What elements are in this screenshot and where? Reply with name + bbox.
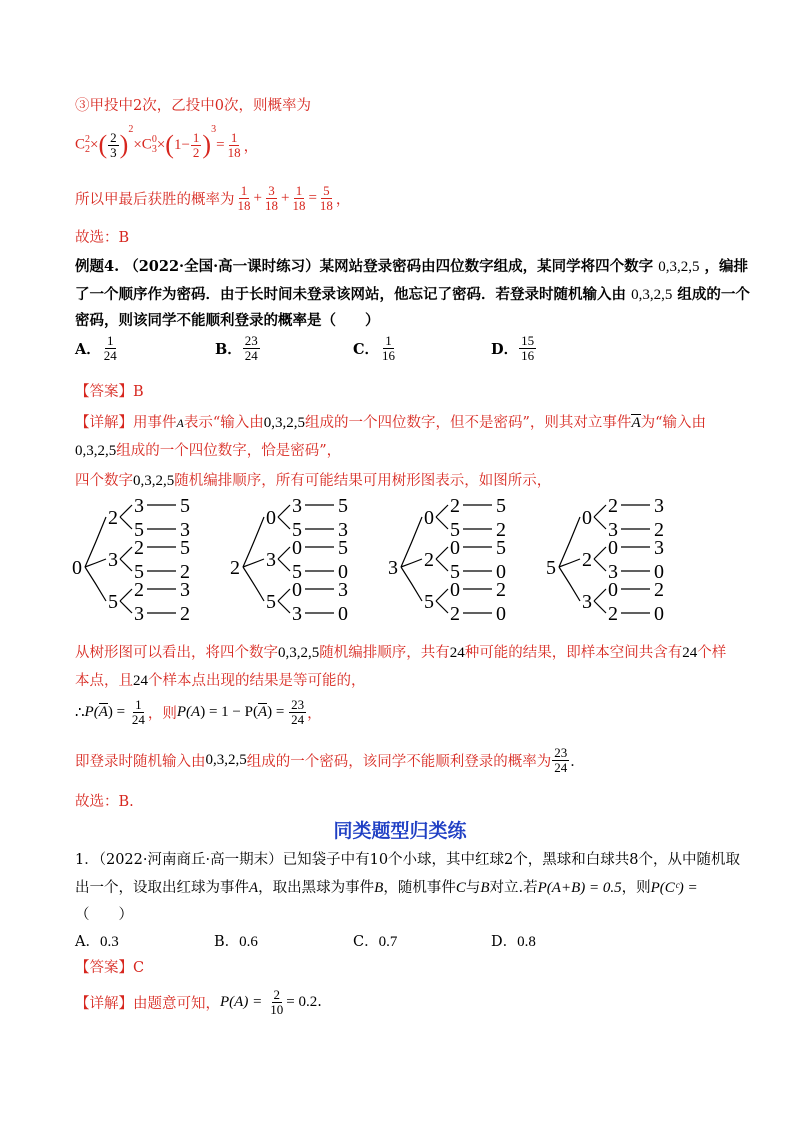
q1-option-c: C．0.7: [353, 934, 398, 950]
tree-leaf-node: 3: [134, 603, 144, 625]
tree-leaf-node: 3: [292, 603, 302, 625]
tree-leaf-node: 3: [608, 519, 618, 541]
tree-edge: [278, 517, 290, 529]
tree-leaf-node: 0: [496, 603, 506, 625]
q1-answer: 【答案】C: [75, 960, 145, 976]
tree-branch-node: 0: [424, 507, 434, 529]
tree-leaf-node: 3: [180, 579, 190, 601]
tree-leaf-node: 3: [654, 495, 664, 517]
tree-leaf-node: 2: [134, 537, 144, 559]
tree-leaf-node: 2: [450, 603, 460, 625]
option-d: D． $\frac{15}{16}$: [491, 333, 535, 363]
answer-value: B: [133, 384, 144, 400]
tree-leaf-node: 3: [134, 495, 144, 517]
tree-leaf-node: 0: [450, 579, 460, 601]
tree-leaf-node: 0: [654, 603, 664, 625]
tree-edge: [559, 517, 580, 567]
tree-2: [230, 495, 348, 625]
tree-leaf-node: 2: [496, 579, 506, 601]
tree-edge: [120, 517, 132, 529]
tree-5: [546, 495, 664, 625]
tree-leaf-node: 3: [338, 579, 348, 601]
tree-leaf-node: 5: [450, 561, 460, 583]
tree-branch-node: 5: [266, 591, 276, 613]
fraction-a: $\frac{1}{18}$: [237, 182, 251, 213]
tree-edge: [436, 589, 448, 601]
tree-edge: [278, 547, 290, 559]
q1-detail: 【详解】 由题意可知， P(A) = $\frac{2}{10}$ = 0.2 .: [75, 986, 322, 1017]
tree-edge: [436, 601, 448, 613]
fraction-b: $\frac{3}{18}$: [264, 182, 278, 213]
tree-branch-node: 0: [266, 507, 276, 529]
option-c: C． $\frac{1}{16}$: [353, 333, 396, 363]
tree-edge: [436, 547, 448, 559]
tree-leaf-node: 5: [180, 495, 190, 517]
tree-edge: [594, 601, 606, 613]
tree-0: [72, 495, 190, 625]
detail-line-5: 本点，且24个样本点出现的结果是等可能的，: [75, 673, 366, 689]
tree-leaf-node: 2: [608, 603, 618, 625]
tree-root-node: 5: [546, 557, 556, 579]
tree-edge: [243, 567, 264, 601]
tree-leaf-node: 5: [292, 561, 302, 583]
tree-leaf-node: 5: [338, 537, 348, 559]
tree-edge: [594, 517, 606, 529]
detail-line-2: 0,3,2,5组成的一个四位数字，恰是密码”，: [75, 443, 342, 459]
q1-option-b: B．0.6: [214, 934, 258, 950]
tree-leaf-node: 0: [450, 537, 460, 559]
tree-edge: [594, 505, 606, 517]
detail-line-3: 四个数字0,3,2,5随机编排顺序，所有可能结果可用树形图表示，如图所示，: [75, 473, 552, 489]
tree-edge: [120, 559, 132, 571]
tree-leaf-node: 0: [608, 579, 618, 601]
tree-leaf-node: 2: [496, 519, 506, 541]
detail-line-4: 从树形图可以看出，将四个数字0,3,2,5随机编排顺序，共有24种可能的结果，即样本空间共含有24个样: [75, 645, 727, 661]
case3-line: ③甲投中2次，乙投中0次，则概率为: [75, 98, 311, 114]
tree-edge: [594, 589, 606, 601]
tree-leaf-node: 0: [608, 537, 618, 559]
tree-edge: [85, 517, 106, 567]
tree-edge: [85, 567, 106, 601]
tree-root-node: 2: [230, 557, 240, 579]
q1-option-d: D．0.8: [491, 934, 536, 950]
tree-leaf-node: 5: [450, 519, 460, 541]
final-probability-line: 所以甲最后获胜的概率为 $\frac{1}{18}$ + $\frac{3}{18}$ + $\frac{1}{18}$ = $\frac{5}{18}$ ，: [75, 182, 351, 213]
comb-2: C 0 3: [141, 134, 157, 155]
tree-leaf-node: 5: [180, 537, 190, 559]
tree-edge: [594, 547, 606, 559]
tree-branch-node: 5: [424, 591, 434, 613]
detail-line-6: ∴ P( A ) = $\frac{1}{24}$ ，则 P( A ) = 1 − P( A ) = $\frac{23}{24}$ ，: [75, 696, 322, 727]
fraction-2-3: $\frac{2}{3}$: [110, 129, 117, 160]
tree-leaf-node: 3: [180, 519, 190, 541]
tree-3: [388, 495, 506, 625]
tree-leaf-node: 5: [496, 537, 506, 559]
fraction-1-18: $\frac{1}{18}$: [227, 129, 241, 160]
tree-branch-node: 2: [108, 507, 118, 529]
tree-branch-node: 5: [108, 591, 118, 613]
comb-1: C 2 2: [75, 134, 91, 155]
tree-branch-node: 2: [582, 549, 592, 571]
tree-leaf-node: 2: [180, 603, 190, 625]
q1-line-2: 出一个，设取出红球为事件A，取出黑球为事件B，随机事件C与B对立.若P(A+B) = 0.5，则P(Cᶜ) =: [75, 880, 698, 896]
example-line-2: 了一个顺序作为密码．由于长时间未登录该网站，他忘记了密码．若登录时随机输入由 0,3,2,5 组成的一个: [75, 286, 750, 303]
tree-leaf-node: 3: [292, 495, 302, 517]
tree-leaf-node: 5: [292, 519, 302, 541]
tree-leaf-node: 3: [654, 537, 664, 559]
tree-leaf-node: 2: [654, 519, 664, 541]
tree-edge: [436, 505, 448, 517]
tree-leaf-node: 2: [608, 495, 618, 517]
option-a: A． $\frac{1}{24}$: [75, 333, 117, 363]
tree-root-node: 0: [72, 557, 82, 579]
section-title: 同类题型归类练: [333, 820, 467, 842]
q1-line-1: 1．（2022·河南商丘·高一期末）已知袋子中有10个小球，其中红球2个，黑球和白球共8个，从中随机取: [75, 852, 740, 868]
tree-edge: [278, 589, 290, 601]
previous-answer: 故选：B: [75, 230, 130, 246]
tree-leaf-node: 5: [338, 495, 348, 517]
tree-edge: [401, 567, 422, 601]
case3-formula: C 2 2 × ( $\frac{2}{3}$ ) $^2$ × C 0 3 × ( 1− $\frac{1}{2}$ ) $^3$ = $\frac{1}{18}$ ，: [75, 124, 259, 160]
tree-root-node: 3: [388, 557, 398, 579]
tree-leaf-node: 5: [496, 495, 506, 517]
tree-edge: [436, 517, 448, 529]
detail-line-7: 即登录时随机输入由 0,3,2,5 组成的一个密码，该同学不能顺利登录的概率为 $\frac{23}{24}$ ．: [75, 744, 585, 775]
q1-line-3: （ ）: [75, 907, 133, 923]
tree-branch-node: 3: [266, 549, 276, 571]
tree-leaf-node: 0: [496, 561, 506, 583]
tree-leaf-node: 3: [608, 561, 618, 583]
answer-label: 【答案】: [75, 384, 133, 400]
fraction-c: $\frac{1}{18}$: [292, 182, 306, 213]
tree-edge: [120, 505, 132, 517]
tree-leaf-node: 0: [654, 561, 664, 583]
tree-edge: [120, 547, 132, 559]
q1-option-a: A．0.3: [75, 934, 119, 950]
fraction-result: $\frac{5}{18}$: [319, 182, 333, 213]
tree-edge: [559, 567, 580, 601]
tree-leaf-node: 0: [292, 579, 302, 601]
tree-leaf-node: 5: [134, 519, 144, 541]
tree-leaf-node: 2: [180, 561, 190, 583]
fraction-1-2: $\frac{1}{2}$: [192, 129, 200, 160]
tree-edge: [243, 517, 264, 567]
answer-line: [75, 380, 144, 401]
option-b: B． $\frac{23}{24}$: [215, 333, 258, 363]
tree-branch-node: 3: [108, 549, 118, 571]
tree-leaf-node: 0: [338, 561, 348, 583]
tree-edge: [278, 559, 290, 571]
detail-conclusion: 故选：B.: [75, 794, 134, 810]
tree-edge: [120, 589, 132, 601]
tree-edge: [120, 601, 132, 613]
tree-leaf-node: 0: [338, 603, 348, 625]
tree-branch-node: 0: [582, 507, 592, 529]
tree-edge: [278, 601, 290, 613]
tree-branch-node: 2: [424, 549, 434, 571]
tree-diagrams: [72, 495, 712, 627]
tree-leaf-node: 2: [654, 579, 664, 601]
tree-leaf-node: 5: [134, 561, 144, 583]
tree-edge: [594, 559, 606, 571]
tree-leaf-node: 0: [292, 537, 302, 559]
example-line-1: 例题4. （2022·全国·高一课时练习）某网站登录密码由四位数字组成，某同学将四个数字 0,3,2,5 ，编排: [75, 258, 749, 275]
tree-edge: [436, 559, 448, 571]
example-label: 例题4.: [75, 258, 120, 275]
options-row: [75, 330, 715, 370]
example-line-3: 密码，则该同学不能顺利登录的概率是（ ）: [75, 312, 380, 329]
tree-edge: [401, 517, 422, 567]
tree-leaf-node: 2: [450, 495, 460, 517]
tree-leaf-node: 3: [338, 519, 348, 541]
detail-line-1: 【详解】用事件A表示“输入由0,3,2,5组成的一个四位数字，但不是密码”，则其对立事件A为“输入由: [75, 415, 707, 431]
tree-branch-node: 3: [582, 591, 592, 613]
tree-edge: [278, 505, 290, 517]
tree-leaf-node: 2: [134, 579, 144, 601]
